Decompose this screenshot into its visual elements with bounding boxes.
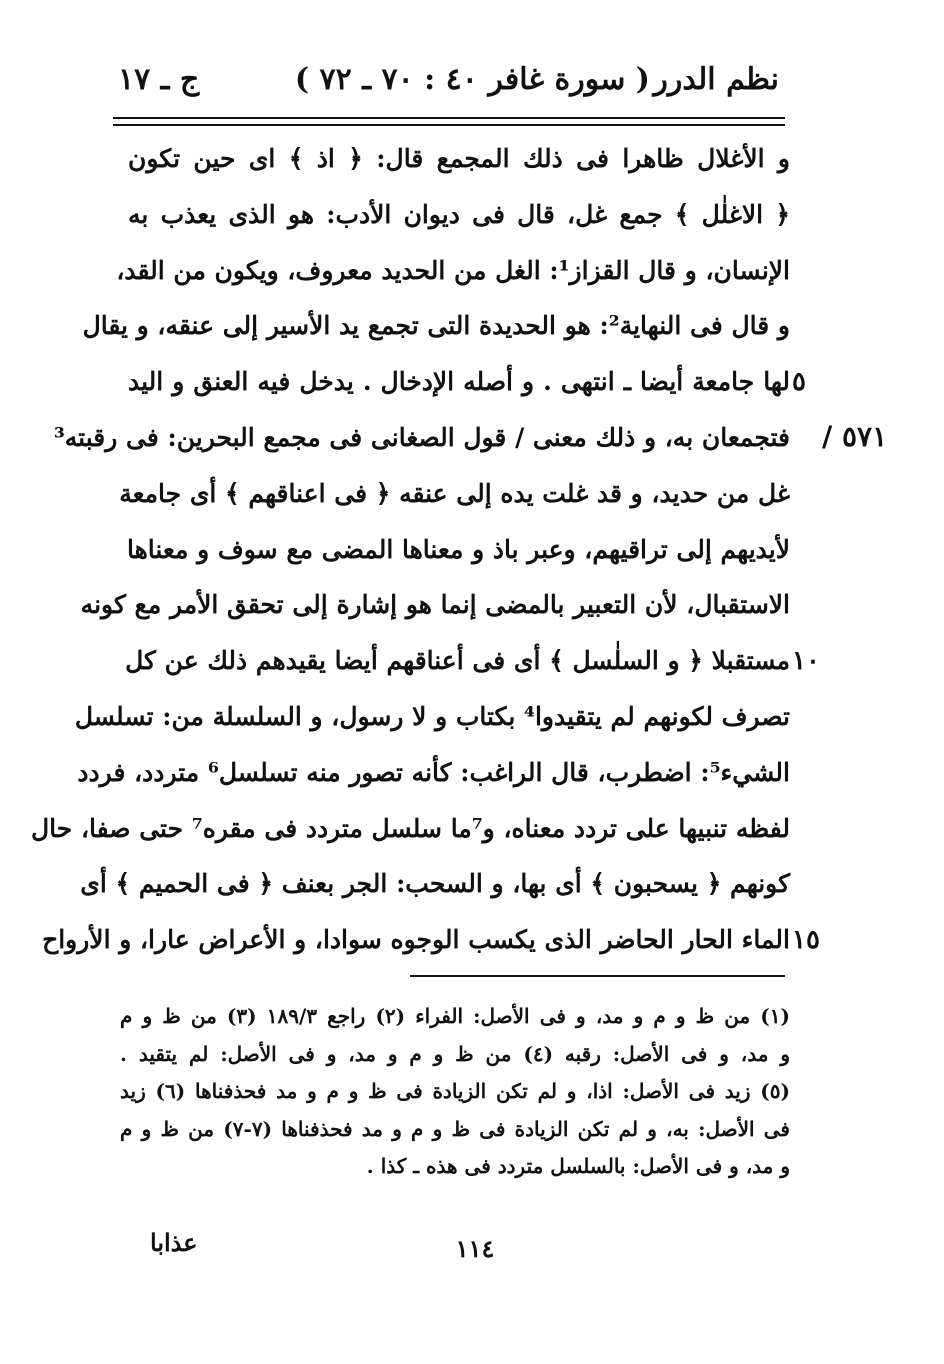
page-number: ١١٤ (455, 1234, 495, 1263)
footnote-line: (١) من ظ و م و مد، و فى الأصل: الفراء (٢) راجع ١٨٩/٣ (٣) من ظ و م (120, 1004, 790, 1028)
volume-label: ج ـ ١٧ (118, 62, 200, 97)
line-number-5: ٥ (792, 367, 806, 397)
text-line: كونهم ﴿ يسحبون ﴾ أى بها، و السحب: الجر بعنف ﴿ فى الحميم ﴾ أى (80, 869, 790, 899)
text-line: مستقبلا ﴿ و السلٰسل ﴾ أى فى أعناقهم أيضا يقيدهم ذلك عن كل (125, 646, 790, 676)
text-line: و قال فى النهاية²: هو الحديدة التى تجمع يد الأسير إلى عنقه، و يقال (82, 311, 790, 341)
footnotes (120, 998, 790, 1186)
manuscript-folio-ref: ٥٧١ / (822, 420, 888, 453)
catchword: عذابا (150, 1228, 198, 1257)
header-rule-top (113, 117, 785, 119)
surah-reference: ( سورة غافر ٤٠ : ٧٠ ـ ٧٢ ) (294, 62, 650, 97)
text-line: لأيديهم إلى تراقيهم، وعبر باذ و معناها المضى مع سوف و معناها (126, 534, 790, 564)
text-line: الشيء⁵: اضطرب، قال الراغب: كأنه تصور منه تسلسل⁶ متردد، فردد (77, 757, 790, 787)
text-line: ﴿ الاغلٰل ﴾ جمع غل، قال فى ديوان الأدب: هو الذى يعذب به (128, 199, 790, 229)
line-number-10: ١٠ (792, 646, 820, 676)
footnote-line: و مد، و فى الأصل: رقبه (٤) من ظ و م و مد، و فى الأصل: لم يتقيد . (120, 1041, 790, 1066)
footnote-line: و مد، و فى الأصل: بالسلسل متردد فى هذه ـ كذا . (366, 1154, 790, 1178)
book-title: نظم الدرر (653, 62, 779, 97)
text-line: فتجمعان به، و ذلك معنى / قول الصغانى فى مجمع البحرين: فى رقبته³ (53, 422, 790, 452)
text-line: الاستقبال، لأن التعبير بالمضى إنما هو إشارة إلى تحقق الأمر مع كونه (80, 590, 790, 620)
text-line: لها جامعة أيضا ـ انتهى . و أصله الإدخال . يدخل فيه العنق و اليد (128, 367, 790, 397)
header-rule-bottom (113, 124, 785, 126)
text-line: تصرف لكونهم لم يتقيدوا⁴ بكتاب و لا رسول، و السلسلة من: تسلسل (74, 701, 790, 731)
footnote-line: (٥) زيد فى الأصل: اذا، و لم تكن الزيادة فى ظ و م و مد فحذفناها (٦) زيد (120, 1079, 790, 1103)
main-text (31, 131, 790, 968)
footnote-separator (410, 975, 785, 977)
text-line: و الأغلال ظاهرا فى ذلك المجمع قال: ﴿ اذ ﴾ اى حين تكون (128, 144, 790, 173)
text-line: غل من حديد، و قد غلت يده إلى عنقه ﴿ فى اعناقهم ﴾ أى جامعة (119, 478, 790, 508)
text-line: الإنسان، و قال القزاز¹: الغل من الحديد معروف، ويكون من القد، (116, 255, 790, 285)
footnote-line: فى الأصل: به، و لم تكن الزيادة فى ظ و م و مد فحذفناها (٧-٧) من ظ و م (120, 1116, 790, 1141)
line-number-15: ١٥ (792, 925, 820, 955)
text-line: لفظه تنبيها على تردد معناه، و⁷ما سلسل متردد فى مقره⁷ حتى صفا، حال (31, 813, 790, 843)
text-line: الماء الحار الحاضر الذى يكسب الوجوه سوادا، و الأعراض عارا، و الأرواح (42, 925, 790, 955)
